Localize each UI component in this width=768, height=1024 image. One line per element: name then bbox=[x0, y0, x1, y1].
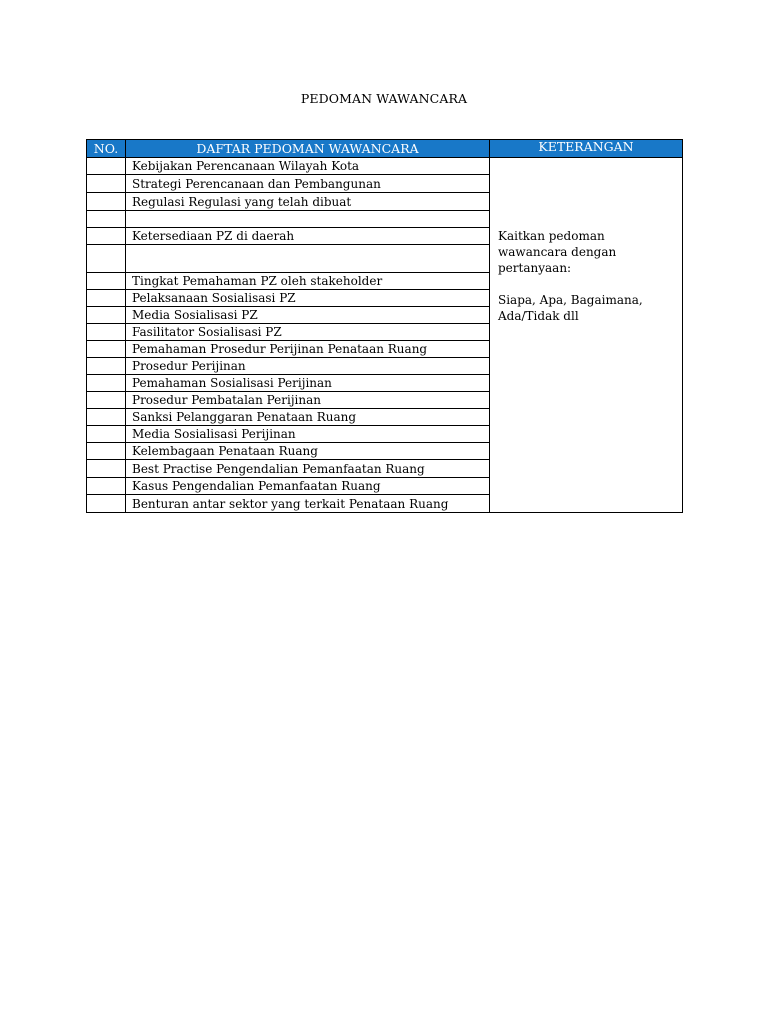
row-number bbox=[87, 290, 126, 307]
row-number bbox=[87, 443, 126, 460]
guide-item: Media Sosialisasi Perijinan bbox=[126, 426, 490, 443]
row-number bbox=[87, 245, 126, 273]
guide-item: Media Sosialisasi PZ bbox=[126, 307, 490, 324]
row-number bbox=[87, 426, 126, 443]
row-number bbox=[87, 228, 126, 245]
table-header-row bbox=[87, 140, 683, 158]
row-number bbox=[87, 478, 126, 495]
keterangan-line: Kaitkan pedoman bbox=[498, 229, 605, 243]
row-number bbox=[87, 341, 126, 358]
header-keterangan: KETERANGAN bbox=[490, 140, 683, 158]
row-number bbox=[87, 375, 126, 392]
guide-item: Sanksi Pelanggaran Penataan Ruang bbox=[126, 409, 490, 426]
guide-item: Benturan antar sektor yang terkait Penataan Ruang bbox=[126, 495, 490, 513]
guide-item: Pemahaman Prosedur Perijinan Penataan Ruang bbox=[126, 341, 490, 358]
table-row bbox=[87, 158, 683, 175]
row-number bbox=[87, 307, 126, 324]
guide-item: Ketersediaan PZ di daerah bbox=[126, 228, 490, 245]
guide-item bbox=[126, 245, 490, 273]
row-number bbox=[87, 495, 126, 513]
interview-guide-table bbox=[86, 139, 683, 513]
keterangan-line: Ada/Tidak dll bbox=[498, 309, 579, 323]
page-title: PEDOMAN WAWANCARA bbox=[300, 91, 468, 106]
guide-item: Strategi Perencanaan dan Pembangunan bbox=[126, 175, 490, 193]
keterangan-note bbox=[498, 228, 674, 324]
header-daftar: DAFTAR PEDOMAN WAWANCARA bbox=[126, 140, 490, 158]
row-number bbox=[87, 193, 126, 211]
row-number bbox=[87, 460, 126, 478]
keterangan-cell bbox=[490, 158, 683, 513]
guide-item: Prosedur Pembatalan Perijinan bbox=[126, 392, 490, 409]
guide-item: Kasus Pengendalian Pemanfaatan Ruang bbox=[126, 478, 490, 495]
row-number bbox=[87, 211, 126, 228]
row-number bbox=[87, 273, 126, 290]
guide-item: Fasilitator Sosialisasi PZ bbox=[126, 324, 490, 341]
guide-item bbox=[126, 211, 490, 228]
guide-item: Tingkat Pemahaman PZ oleh stakeholder bbox=[126, 273, 490, 290]
row-number bbox=[87, 158, 126, 175]
guide-item: Kebijakan Perencanaan Wilayah Kota bbox=[126, 158, 490, 175]
row-number bbox=[87, 409, 126, 426]
row-number bbox=[87, 324, 126, 341]
guide-item: Pelaksanaan Sosialisasi PZ bbox=[126, 290, 490, 307]
keterangan-spacer bbox=[498, 276, 674, 292]
keterangan-line: wawancara dengan bbox=[498, 245, 617, 259]
guide-item: Regulasi Regulasi yang telah dibuat bbox=[126, 193, 490, 211]
row-number bbox=[87, 358, 126, 375]
guide-item: Pemahaman Sosialisasi Perijinan bbox=[126, 375, 490, 392]
row-number bbox=[87, 392, 126, 409]
guide-item: Kelembagaan Penataan Ruang bbox=[126, 443, 490, 460]
guide-item: Prosedur Perijinan bbox=[126, 358, 490, 375]
keterangan-line: pertanyaan: bbox=[498, 261, 572, 275]
guide-item: Best Practise Pengendalian Pemanfaatan Ruang bbox=[126, 460, 490, 478]
header-no: NO. bbox=[87, 140, 126, 158]
row-number bbox=[87, 175, 126, 193]
keterangan-line: Siapa, Apa, Bagaimana, bbox=[498, 293, 643, 307]
